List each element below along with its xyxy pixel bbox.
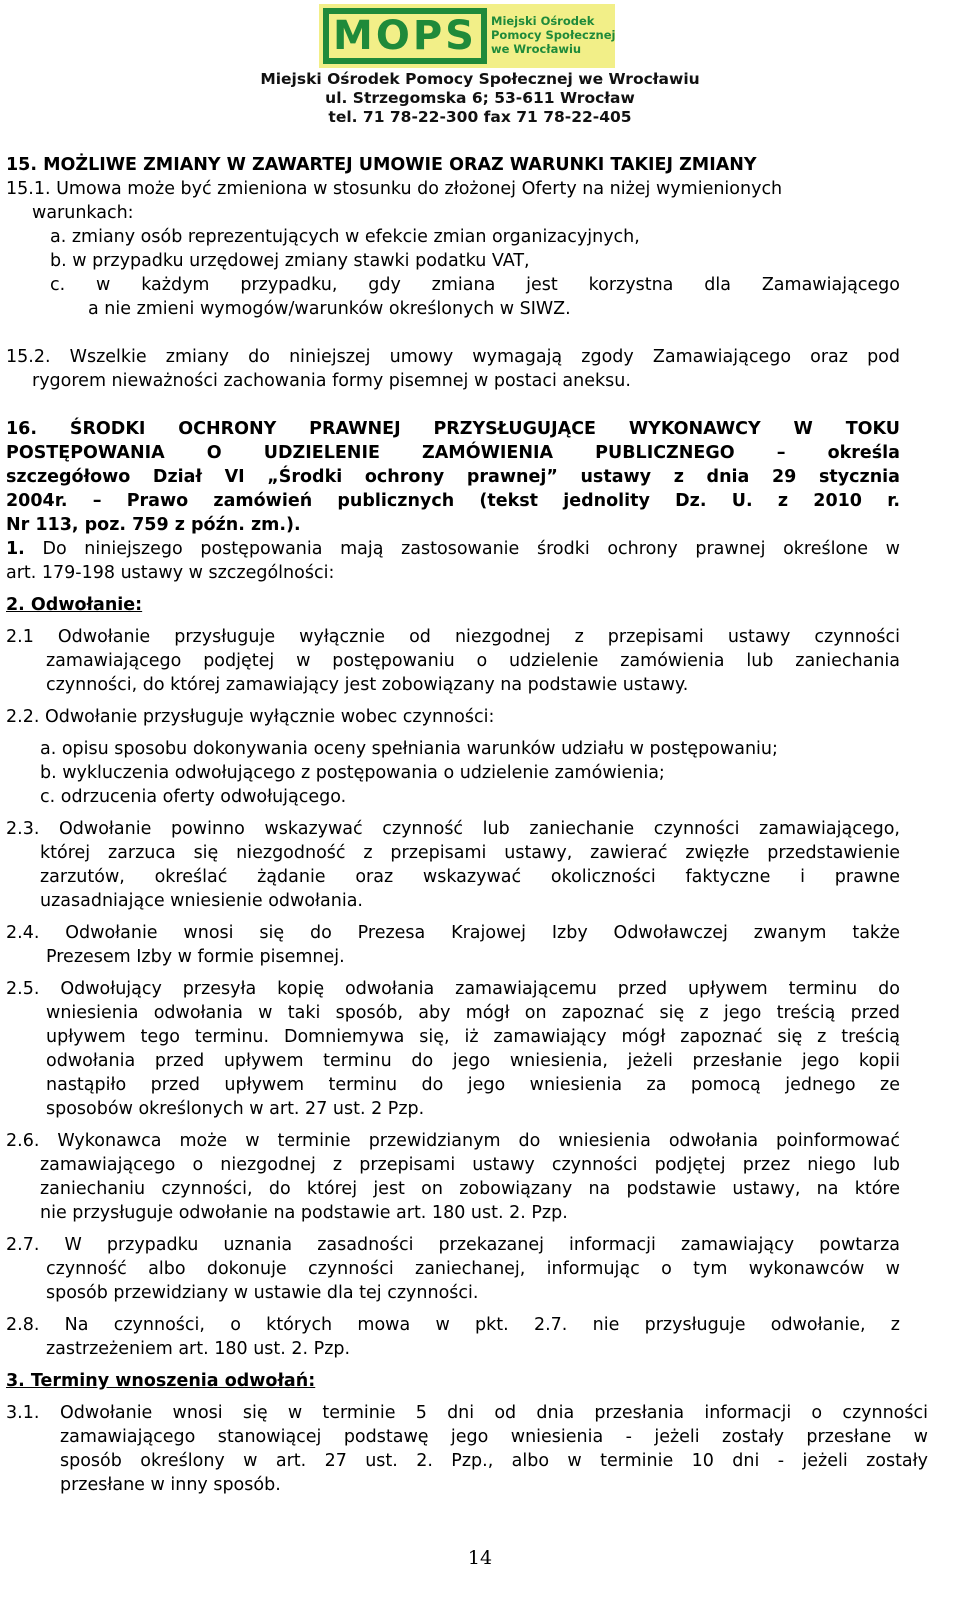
logo-caption-line: we Wrocławiu — [491, 42, 582, 56]
paragraph-2-5-cont: odwołania przed upływem terminu do jego wniesienia, jeżeli przesłanie jego kopii — [46, 1051, 900, 1071]
section-16-heading: szczegółowo Dział VI „Środki ochrony prawnej” ustawy z dnia 29 stycznia — [6, 467, 900, 487]
paragraph-2-8-cont: zastrzeżeniem art. 180 ust. 2. Pzp. — [46, 1339, 351, 1359]
section-16-heading: 2004r. – Prawo zamówień publicznych (tekst jednolity Dz. U. z 2010 r. — [6, 491, 900, 511]
subsection-odwolanie-heading: 2. Odwołanie: — [6, 595, 143, 615]
paragraph-2-3-cont: uzasadniające wniesienie odwołania. — [40, 891, 363, 911]
logo-mark: MOPS — [333, 13, 477, 59]
section-15-heading: 15. MOŻLIWE ZMIANY W ZAWARTEJ UMOWIE ORAZ WARUNKI TAKIEJ ZMIANY — [6, 155, 757, 175]
paragraph-2-5: 2.5. Odwołujący przesyła kopię odwołania zamawiającemu przed upływem terminu do — [6, 979, 900, 999]
paragraph-2-6: 2.6. Wykonawca może w terminie przewidzianym do wniesienia odwołania poinformować — [6, 1131, 900, 1151]
logo-caption-line: Pomocy Społecznej — [491, 28, 616, 42]
paragraph-2-5-cont: upływem tego terminu. Domniemywa się, iż zamawiający mógł zapoznać się z treścią — [46, 1027, 900, 1047]
paragraph-2-5-cont: sposobów określonych w art. 27 ust. 2 Pzp. — [46, 1099, 425, 1119]
paragraph-2-4: 2.4. Odwołanie wnosi się do Prezesa Krajowej Izby Odwoławczej zwanym także — [6, 923, 900, 943]
paragraph-2-3: 2.3. Odwołanie powinno wskazywać czynność lub zaniechanie czynności zamawiającego, — [6, 819, 900, 839]
paragraph-15-2: 15.2. Wszelkie zmiany do niniejszej umowy wymagają zgody Zamawiającego oraz pod — [6, 347, 900, 367]
paragraph-2-6-cont: nie przysługuje odwołanie na podstawie art. 180 ust. 2. Pzp. — [40, 1203, 568, 1223]
paragraph-3-1-cont: zamawiającego stanowiącej podstawę jego wniesienia - jeżeli zostały przesłane w — [60, 1427, 928, 1447]
paragraph-2-5-cont: wniesienia odwołania w taki sposób, aby mógł on zapoznać się z jego treścią przed — [46, 1003, 900, 1023]
paragraph-2-3-cont: zarzutów, określać żądanie oraz wskazywać okoliczności faktyczne i prawne — [40, 867, 900, 887]
organization-name: Miejski Ośrodek Pomocy Społecznej we Wrocławiu — [260, 70, 700, 88]
list-item-2-2-b: b. wykluczenia odwołującego z postępowania o udzielenie zamówienia; — [40, 763, 665, 783]
logo-caption-line: Miejski Ośrodek — [491, 14, 595, 28]
list-item-2-2-c: c. odrzucenia oferty odwołującego. — [40, 787, 347, 807]
paragraph-16-1 — [6, 537, 900, 561]
list-item-15-c-cont: a nie zmieni wymogów/warunków określonych w SIWZ. — [88, 299, 571, 319]
logo-caption — [491, 14, 616, 56]
paragraph-2-5-cont: nastąpiło przed upływem terminu do jego wniesienia za pomocą jednego ze — [46, 1075, 900, 1095]
paragraph-2-7-cont: czynność albo dokonuje czynności zaniechanej, informując o tym wykonawców w — [46, 1259, 900, 1279]
logo-emblem — [323, 8, 487, 64]
page-number: 14 — [467, 1547, 493, 1569]
subsection-terminy-heading: 3. Terminy wnoszenia odwołań: — [6, 1371, 316, 1391]
paragraph-2-1-cont: zamawiającego podjętej w postępowaniu o udzielenie zamówienia lub zaniechania — [46, 651, 900, 671]
paragraph-15-1-cont: warunkach: — [32, 203, 134, 223]
organization-phone: tel. 71 78-22-300 fax 71 78-22-405 — [328, 108, 632, 126]
section-16-heading: POSTĘPOWANIA O UDZIELENIE ZAMÓWIENIA PUBLICZNEGO – określa — [6, 443, 900, 463]
list-item-15-c: c. w każdym przypadku, gdy zmiana jest korzystna dla Zamawiającego — [50, 275, 900, 295]
paragraph-2-1: 2.1 Odwołanie przysługuje wyłącznie od niezgodnej z przepisami ustawy czynności — [6, 627, 900, 647]
organization-address: ul. Strzegomska 6; 53-611 Wrocław — [325, 89, 635, 107]
mops-logo — [319, 4, 615, 68]
paragraph-15-1: 15.1. Umowa może być zmieniona w stosunku do złożonej Oferty na niżej wymienionych — [6, 179, 783, 199]
paragraph-3-1: Odwołanie wnosi się w terminie 5 dni od dnia przesłania informacji o czynności — [60, 1403, 928, 1423]
paragraph-3-1-cont: sposób określony w art. 27 ust. 2. Pzp., albo w terminie 10 dni - jeżeli zostały — [60, 1451, 928, 1471]
section-16-heading: 16. ŚRODKI OCHRONY PRAWNEJ PRZYSŁUGUJĄCE WYKONAWCY W TOKU — [6, 419, 900, 439]
paragraph-3-1-number: 3.1. — [6, 1403, 40, 1423]
paragraph-2-1-cont: czynności, do której zamawiający jest zobowiązany na podstawie ustawy. — [46, 675, 689, 695]
paragraph-text: Do niniejszego postępowania mają zastosowanie środki ochrony prawnej określone w — [24, 539, 900, 559]
list-item-15-a: a. zmiany osób reprezentujących w efekcie zmian organizacyjnych, — [50, 227, 640, 247]
paragraph-2-4-cont: Prezesem Izby w formie pisemnej. — [46, 947, 345, 967]
section-16-heading: Nr 113, poz. 759 z późn. zm.). — [6, 515, 301, 535]
paragraph-2-2: 2.2. Odwołanie przysługuje wyłącznie wobec czynności: — [6, 707, 495, 727]
paragraph-2-7-cont: sposób przewidziany w ustawie dla tej czynności. — [46, 1283, 479, 1303]
paragraph-2-8: 2.8. Na czynności, o których mowa w pkt. 2.7. nie przysługuje odwołanie, z — [6, 1315, 900, 1335]
list-item-15-b: b. w przypadku urzędowej zmiany stawki podatku VAT, — [50, 251, 530, 271]
letterhead — [0, 0, 960, 130]
paragraph-2-6-cont: zamawiającego o niezgodnej z przepisami ustawy czynności podjętej przez niego lub — [40, 1155, 900, 1175]
paragraph-16-1-cont: art. 179-198 ustawy w szczególności: — [6, 563, 335, 583]
paragraph-number: 1. — [6, 539, 25, 559]
paragraph-2-3-cont: której zarzuca się niezgodność z przepisami ustawy, zawierać zwięzłe przedstawienie — [40, 843, 900, 863]
organization-info — [0, 70, 960, 127]
list-item-2-2-a: a. opisu sposobu dokonywania oceny spełniania warunków udziału w postępowaniu; — [40, 739, 778, 759]
paragraph-3-1-cont: przesłane w inny sposób. — [60, 1475, 281, 1495]
paragraph-15-2-cont: rygorem nieważności zachowania formy pisemnej w postaci aneksu. — [32, 371, 631, 391]
paragraph-2-7: 2.7. W przypadku uznania zasadności przekazanej informacji zamawiający powtarza — [6, 1235, 900, 1255]
paragraph-2-6-cont: zaniechaniu czynności, do której jest on zobowiązany na podstawie ustawy, na które — [40, 1179, 900, 1199]
